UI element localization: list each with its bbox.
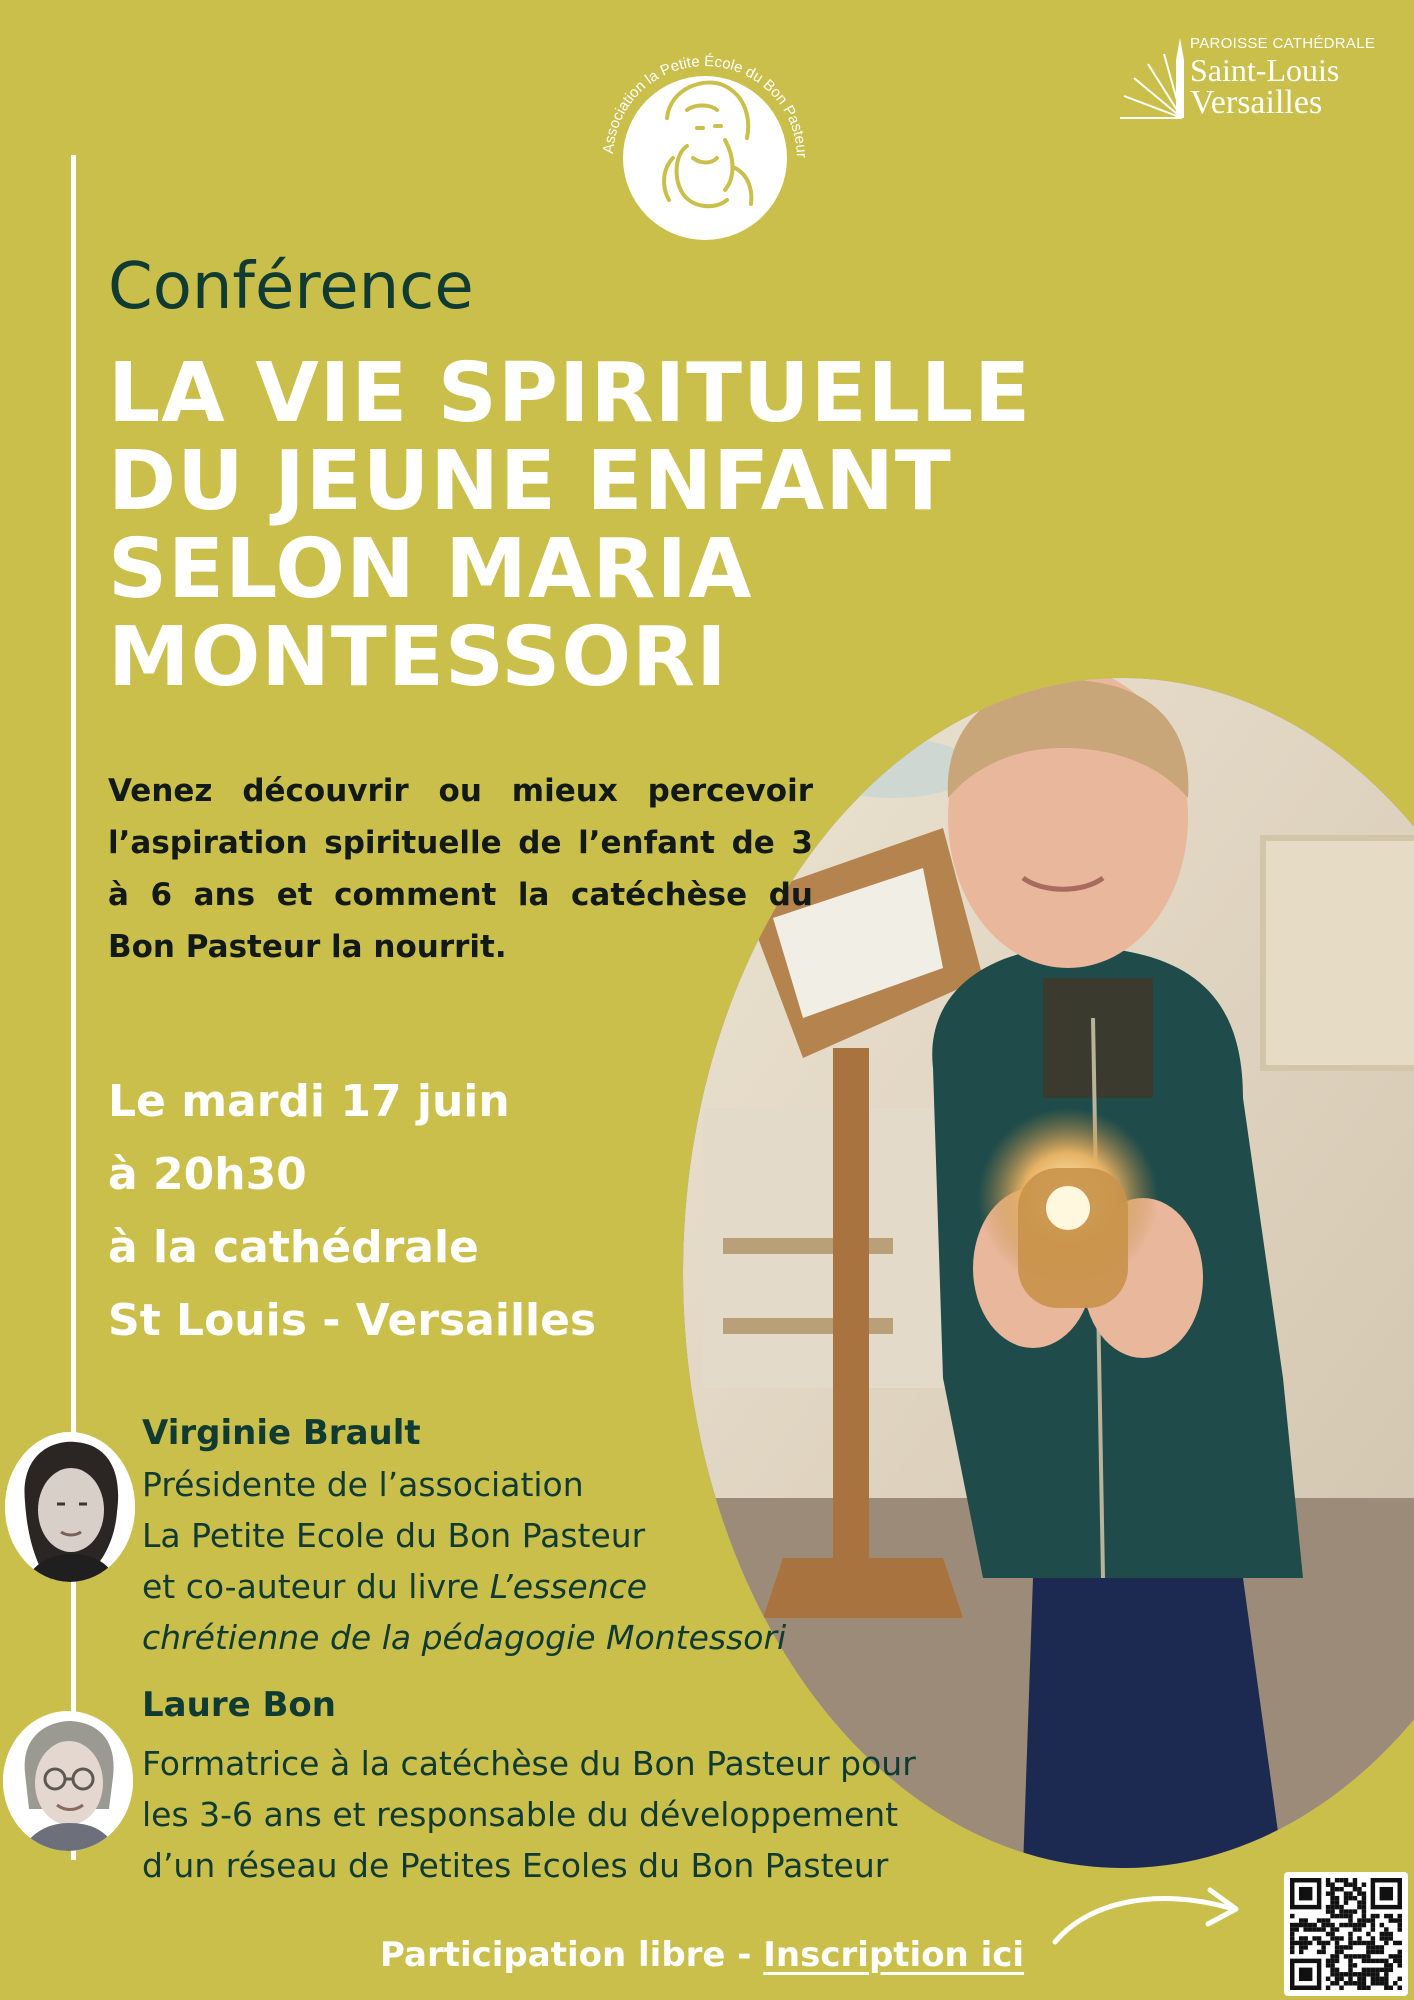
avatar-laure-bon — [3, 1711, 133, 1851]
speaker-bio — [142, 1459, 786, 1663]
speaker-bio-line: d’un réseau de Petites Ecoles du Bon Pasteur — [142, 1846, 889, 1885]
parish-logo-subtitle: PAROISSE CATHÉDRALE — [1190, 35, 1376, 52]
event-time: à 20h30 — [108, 1149, 307, 1200]
event-date: Le mardi 17 juin — [108, 1076, 510, 1127]
registration-link[interactable]: Inscription ici — [763, 1935, 1025, 1975]
association-logo — [575, 18, 835, 258]
parish-logo-city: Versailles — [1190, 84, 1323, 121]
association-logo-text: Association la Petite École du Bon Pasteur — [600, 52, 811, 159]
speaker-bio-text: et co-auteur du livre — [142, 1567, 490, 1606]
cathedral-rays-icon — [1110, 30, 1190, 125]
book-title: L’essence — [489, 1567, 648, 1606]
parish-logo-name: Saint-Louis — [1190, 52, 1340, 88]
title-line: MONTESSORI — [108, 610, 728, 705]
speaker-name: Laure Bon — [142, 1685, 336, 1725]
qr-code[interactable] — [1284, 1872, 1408, 1996]
vertical-rule — [71, 155, 76, 1860]
participation-text: Participation libre - — [380, 1935, 764, 1975]
curved-arrow-icon — [1050, 1880, 1250, 1950]
speaker-bio — [142, 1738, 916, 1891]
conference-label: Conférence — [108, 250, 474, 324]
event-city: St Louis - Versailles — [108, 1295, 597, 1346]
speaker-bio-line: les 3-6 ans et responsable du développement — [142, 1795, 899, 1834]
footer-cta — [380, 1935, 1024, 1975]
speaker-bio-line: Formatrice à la catéchèse du Bon Pasteur pour — [142, 1744, 916, 1783]
parish-logo — [1110, 30, 1390, 130]
speaker-bio-line: Présidente de l’association — [142, 1465, 584, 1504]
title-line: DU JEUNE ENFANT — [108, 434, 952, 529]
speaker-bio-line — [142, 1561, 786, 1612]
event-description: Venez découvrir ou mieux percevoir l’aspiration spirituelle de l’enfant de 3 à 6 ans et comment la catéchèse du Bon Pasteur la nourrit. — [108, 773, 813, 965]
event-title — [108, 346, 1108, 705]
book-title: chrétienne de la pédagogie Montessori — [142, 1618, 787, 1657]
title-line: LA VIE SPIRITUELLE — [108, 346, 1032, 441]
speaker-bio-line: La Petite Ecole du Bon Pasteur — [142, 1516, 646, 1555]
event-place: à la cathédrale — [108, 1222, 479, 1273]
title-line: SELON MARIA — [108, 522, 753, 617]
event-details — [108, 1065, 596, 1357]
speaker-bio-line — [142, 1612, 786, 1663]
speaker-name: Virginie Brault — [142, 1413, 421, 1453]
avatar-virginie-brault — [5, 1432, 135, 1582]
